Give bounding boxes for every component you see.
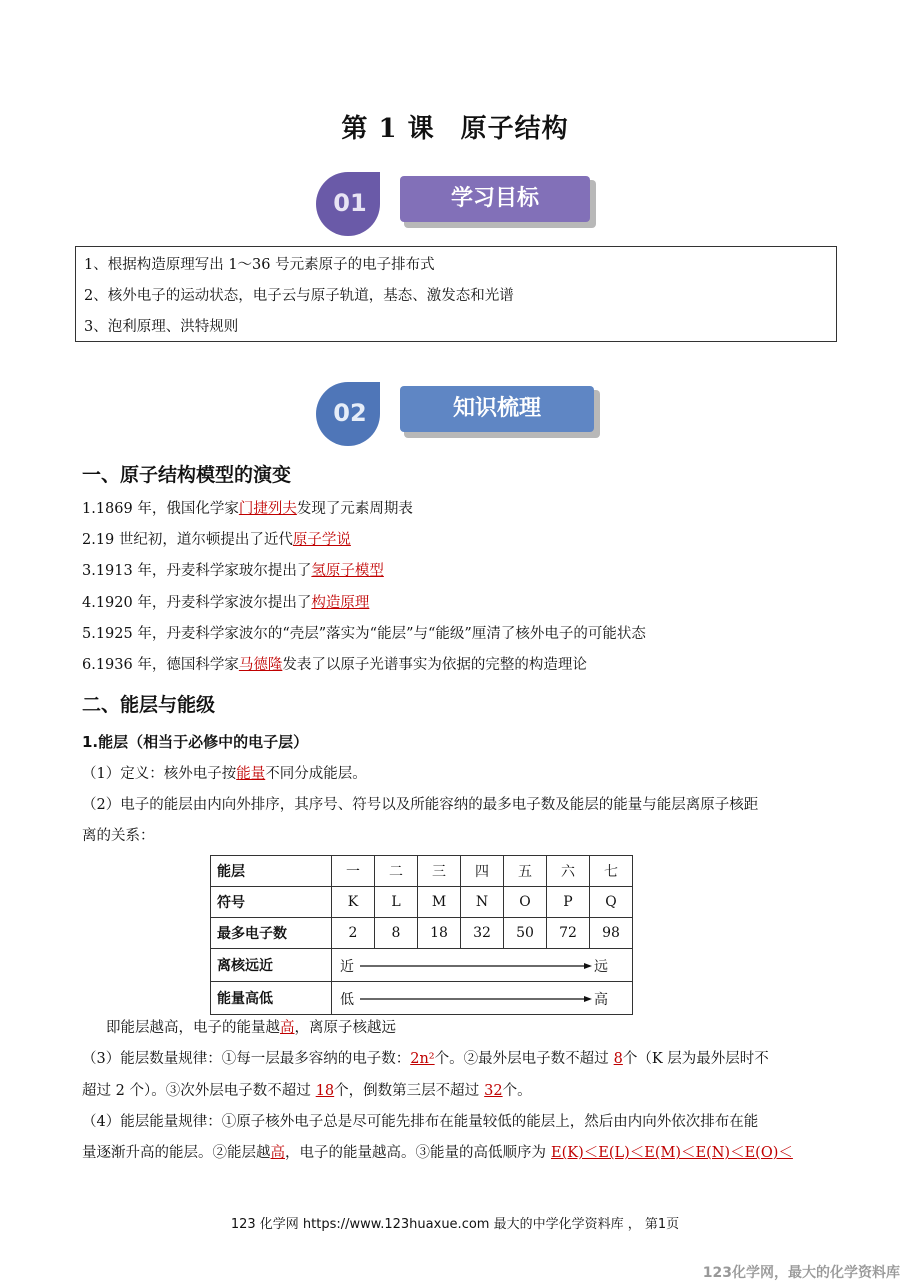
answer-blank: 高: [270, 1145, 285, 1161]
row-label: 能层: [211, 856, 332, 887]
definition-paragraph: （1）定义：核外电子按能量不同分成能层。: [82, 766, 367, 782]
history-item-3: 3.1913 年，丹麦科学家玻尔提出了氢原子模型: [82, 563, 384, 579]
goal-item: 2、核外电子的运动状态，电子云与原子轨道，基态、激发态和光谱: [84, 288, 514, 304]
table-cell: K: [332, 887, 375, 918]
distance-arrow-cell: [332, 949, 633, 982]
arrow-end-label: 高: [594, 992, 608, 1008]
shell-count-rule-line2: 超过 2 个）。③次外层电子数不超过 18个，倒数第三层不超过 32个。: [82, 1083, 532, 1099]
lesson-number: 第 1 课: [341, 114, 435, 144]
arrow-start-label: 低: [340, 992, 354, 1008]
lesson-topic: 原子结构: [460, 114, 569, 144]
history-item-4: 4.1920 年，丹麦科学家波尔提出了构造原理: [82, 595, 370, 611]
table-cell: 三: [418, 856, 461, 887]
table-cell: 二: [375, 856, 418, 887]
energy-arrow-cell: [332, 982, 633, 1015]
answer-blank: 高: [280, 1020, 295, 1036]
table-cell: N: [461, 887, 504, 918]
row-label: 符号: [211, 887, 332, 918]
history-item-2: 2.19 世纪初，道尔顿提出了近代原子学说: [82, 532, 351, 548]
watermark: 123化学网，最大的化学资料库: [702, 1265, 900, 1281]
answer-blank: 8: [613, 1051, 623, 1067]
history-item-1: 1.1869 年，俄国化学家门捷列夫发现了元素周期表: [82, 501, 413, 517]
arrow-right-icon: [360, 996, 592, 1002]
table-cell: P: [547, 887, 590, 918]
table-cell: Q: [590, 887, 633, 918]
table-row: [211, 918, 633, 949]
answer-blank: 构造原理: [311, 595, 370, 611]
table-cell: O: [504, 887, 547, 918]
shell-energy-rule-line2: 量逐渐升高的能层。②能层越高，电子的能量越高。③能量的高低顺序为 E(K)＜E(L)＜E(M)＜E(N)＜E(O)＜: [82, 1145, 793, 1161]
answer-blank: 能量: [236, 766, 266, 782]
table-cell: 五: [504, 856, 547, 887]
subheading-energy-shell: 1.能层（相当于必修中的电子层）: [82, 733, 309, 751]
row-label: 能量高低: [211, 982, 332, 1015]
badge-number: 02: [333, 399, 367, 427]
history-item-5: 5.1925 年，丹麦科学家波尔的“壳层”落实为“能层”与“能级”厘清了核外电子的可能状态: [82, 626, 646, 642]
learning-goals-box: [75, 246, 837, 342]
table-cell: 六: [547, 856, 590, 887]
goal-item: 1、根据构造原理写出 1～36 号元素原子的电子排布式: [84, 257, 435, 273]
answer-blank: 18: [315, 1083, 335, 1099]
arrow-start-label: 近: [340, 959, 354, 975]
arrow-right-icon: [360, 963, 592, 969]
row-label: 最多电子数: [211, 918, 332, 949]
section-badge-knowledge: [312, 378, 602, 446]
table-cell: 七: [590, 856, 633, 887]
table-cell: 32: [461, 918, 504, 949]
table-summary: 即能层越高，电子的能量越高，离原子核越远: [106, 1020, 396, 1036]
section-heading-energy-levels: 二、能层与能级: [82, 694, 216, 716]
page-footer: 123 化学网 https://www.123huaxue.com 最大的中学化学资料库 ， 第1页: [230, 1217, 680, 1232]
table-cell: 一: [332, 856, 375, 887]
badge-label: 知识梳理: [452, 396, 542, 421]
badge-label: 学习目标: [450, 186, 540, 211]
answer-blank: E(K)＜E(L)＜E(M)＜E(N)＜E(O)＜: [551, 1145, 793, 1161]
table-cell: 18: [418, 918, 461, 949]
table-cell: 50: [504, 918, 547, 949]
arrow-end-label: 远: [594, 959, 608, 975]
badge-number: 01: [333, 189, 367, 217]
section-heading-evolution: 一、原子结构模型的演变: [82, 464, 292, 486]
table-cell: M: [418, 887, 461, 918]
shell-count-rule-line1: （3）能层数量规律：①每一层最多容纳的电子数：2n²个。②最外层电子数不超过 8个（K 层为最外层时不: [82, 1051, 769, 1067]
table-cell: 四: [461, 856, 504, 887]
energy-level-table: [210, 855, 633, 1015]
relation-paragraph-line1: （2）电子的能层由内向外排序，其序号、符号以及所能容纳的最多电子数及能层的能量与能层离原子核距: [82, 797, 759, 813]
table-cell: 8: [375, 918, 418, 949]
table-cell: 2: [332, 918, 375, 949]
table-row: [211, 949, 633, 982]
relation-paragraph-line2: 离的关系：: [82, 828, 155, 844]
goal-item: 3、泡利原理、洪特规则: [84, 319, 239, 335]
history-item-6: 6.1936 年，德国科学家马德隆发表了以原子光谱事实为依据的完整的构造理论: [82, 657, 587, 673]
answer-blank: 门捷列夫: [238, 501, 297, 517]
answer-blank: 32: [484, 1083, 503, 1099]
answer-blank: 氢原子模型: [311, 563, 384, 579]
row-label: 离核远近: [211, 949, 332, 982]
answer-blank: 原子学说: [292, 532, 351, 548]
table-cell: 72: [547, 918, 590, 949]
shell-energy-rule-line1: （4）能层能量规律：①原子核外电子总是尽可能先排布在能量较低的能层上，然后由内向外依次排布在能: [82, 1114, 759, 1130]
table-row: [211, 982, 633, 1015]
answer-blank: 马德隆: [238, 657, 283, 673]
table-cell: L: [375, 887, 418, 918]
section-badge-goals: [312, 168, 597, 236]
table-cell: 98: [590, 918, 633, 949]
table-row: [211, 856, 633, 887]
table-row: [211, 887, 633, 918]
page-title: [0, 108, 910, 145]
answer-blank: 2n²: [410, 1051, 435, 1067]
